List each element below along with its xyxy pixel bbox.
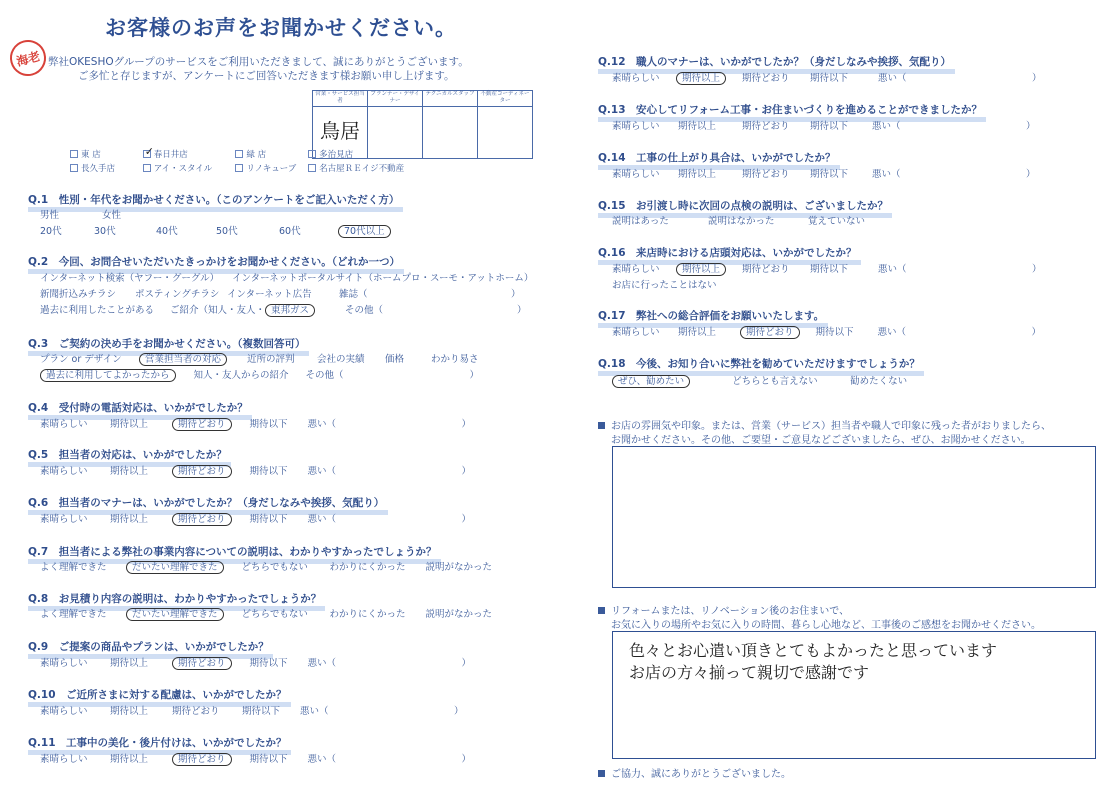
- question-11: Q.11 工事中の美化・後片付けは、いかがでしたか？: [28, 736, 291, 755]
- option[interactable]: 女性: [102, 210, 122, 221]
- comment-box-2[interactable]: [612, 631, 1096, 759]
- q9-options: 素晴らしい 期待以上 期待どおり 期待以下 悪い（ ）: [40, 658, 472, 669]
- company-stamp: 海老: [6, 36, 50, 80]
- q12-options: 素晴らしい 期待以上 期待どおり 期待以下 悪い（ ）: [612, 73, 1042, 84]
- question-4: Q.4 受付時の電話対応は、いかがでしたか？: [28, 401, 252, 420]
- intro-line-1: 弊社OKESHOグループのサービスをご利用いただきまして、誠にありがとうございます。: [48, 56, 469, 68]
- staff-header: 不動産コーディネーター: [478, 91, 533, 107]
- q18-options: ぜひ、勧めたい どちらとも言えない 勧めたくない: [612, 373, 907, 387]
- option-selected[interactable]: 東邦ガス: [265, 304, 315, 317]
- note-2-line-1: リフォームまたは、リノベーション後のお住まいで、: [598, 602, 849, 617]
- q13-options: 素晴らしい 期待以上 期待どおり 期待以下 悪い（ ）: [612, 121, 1036, 132]
- option-selected[interactable]: 期待どおり: [172, 657, 232, 670]
- q16-options: 素晴らしい 期待以上 期待どおり 期待以下 悪い（ ）: [612, 264, 1042, 275]
- option[interactable]: 30代: [94, 226, 116, 237]
- checkbox[interactable]: [308, 164, 316, 172]
- q1-ages: [40, 223, 391, 237]
- question-7: Q.7 担当者による弊社の事業内容についての説明は、わかりやすかったでしょうか？: [28, 545, 441, 564]
- q8-options: よく理解できた だいたい理解できた どちらでもない わかりにくかった 説明がなかった: [40, 609, 493, 620]
- question-8: Q.8 お見積り内容の説明は、わかりやすかったでしょうか？: [28, 592, 325, 611]
- q10-options: 素晴らしい 期待以上 期待どおり 期待以下 悪い（ ）: [40, 706, 464, 717]
- q17-options: 素晴らしい 期待以上 期待どおり 期待以下 悪い（ ）: [612, 327, 1042, 338]
- option[interactable]: 会社の実績: [317, 354, 365, 365]
- question-15: Q.15 お引渡し時に次回の点検の説明は、ございましたか？: [598, 199, 892, 218]
- option[interactable]: インターネットポータルサイト（ホームプロ・スーモ・アットホーム）: [232, 273, 534, 284]
- option-selected[interactable]: 期待どおり: [172, 753, 232, 766]
- option[interactable]: 知人・友人からの紹介: [193, 370, 289, 381]
- option[interactable]: インターネット検索（ヤフー・グーグル）: [40, 273, 220, 284]
- question-2: Q.2 今回、お問合せいただいたきっかけをお聞かせください。（どれか一つ）: [28, 255, 404, 274]
- handwritten-comment-line-2: お店の方々揃って親切で感謝です: [629, 663, 870, 682]
- option-selected[interactable]: 過去に利用してよかったから: [40, 369, 176, 382]
- staff-header: 営業・サービス担当者: [313, 91, 368, 107]
- option[interactable]: 男性: [40, 210, 60, 221]
- note-2-line-2: お気に入りの場所やお気に入りの時間、暮らし心地など、工事後のご感想をお聞かせください。: [611, 620, 1041, 631]
- option[interactable]: プラン or デザイン: [40, 354, 122, 365]
- checkbox[interactable]: [235, 150, 243, 158]
- option-selected[interactable]: 期待どおり: [172, 418, 232, 431]
- store-row-1: 東 店 ✓ 春日井店 緑 店 多治見店: [70, 148, 353, 160]
- comment-box-1[interactable]: [612, 446, 1096, 588]
- option[interactable]: 価格: [385, 354, 405, 365]
- question-17: Q.17 弊社への総合評価をお願いいたします。: [598, 309, 828, 328]
- handwritten-comment-line-1: 色々とお心遣い頂きとてもよかったと思っています: [629, 641, 998, 660]
- option-selected[interactable]: 期待どおり: [172, 465, 232, 478]
- square-bullet-icon: [598, 422, 605, 429]
- question-18: Q.18 今後、お知り合いに弊社を勧めていただけますでしょうか？: [598, 357, 924, 376]
- option-selected[interactable]: 70代以上: [338, 225, 391, 238]
- option[interactable]: その他（: [345, 305, 384, 316]
- option-selected[interactable]: 営業担当者の対応: [139, 353, 227, 366]
- checkbox[interactable]: ✓: [144, 145, 154, 158]
- question-10: Q.10 ご近所さまに対する配慮は、いかがでしたか？: [28, 688, 291, 707]
- q14-options: 素晴らしい 期待以上 期待どおり 期待以下 悪い（ ）: [612, 169, 1036, 180]
- staff-name[interactable]: 鳥居: [320, 119, 360, 143]
- question-6: Q.6 担当者のマナーは、いかがでしたか？（身だしなみや挨拶、気配り）: [28, 496, 388, 515]
- option-selected[interactable]: だいたい理解できた: [126, 561, 224, 574]
- option-selected[interactable]: 期待どおり: [740, 326, 800, 339]
- staff-field[interactable]: [368, 107, 423, 159]
- option[interactable]: ポスティングチラシ: [135, 289, 220, 300]
- option[interactable]: インターネット広告: [227, 289, 312, 300]
- store-row-2: 長久手店 アイ・スタイル リノキューブ 名古屋ＲＥイジ不動産: [70, 162, 404, 174]
- question-16: Q.16 来店時における店頭対応は、いかがでしたか？: [598, 246, 861, 265]
- question-9: Q.9 ご提案の商品やプランは、いかがでしたか？: [28, 640, 273, 659]
- option[interactable]: 近所の評判: [247, 354, 295, 365]
- option[interactable]: 60代: [279, 226, 301, 237]
- option[interactable]: 40代: [156, 226, 178, 237]
- option[interactable]: 雑誌（: [339, 289, 368, 300]
- option[interactable]: 新聞折込みチラシ: [40, 289, 117, 300]
- thanks-line: ご協力、誠にありがとうございました。: [598, 765, 791, 780]
- note-1-line-1: お店の雰囲気や印象。または、営業（サービス）担当者や職人で印象に残った者がおりましたら、: [598, 417, 1051, 432]
- page-title: お客様のお声をお聞かせください。: [105, 16, 457, 40]
- q15-options: 説明はあった 説明はなかった 覚えていない: [612, 216, 866, 227]
- option[interactable]: 過去に利用したことがある: [40, 305, 155, 316]
- question-14: Q.14 工事の仕上がり具合は、いかがでしたか？: [598, 151, 840, 170]
- checkbox[interactable]: [70, 150, 78, 158]
- option-selected[interactable]: 期待以上: [676, 263, 726, 276]
- q6-options: 素晴らしい 期待以上 期待どおり 期待以下 悪い（ ）: [40, 514, 472, 525]
- staff-header: テクニカルスタッフ: [423, 91, 478, 107]
- option[interactable]: ご紹介（知人・友人・: [170, 305, 266, 316]
- question-12: Q.12 職人のマナーは、いかがでしたか？（身だしなみや挨拶、気配り）: [598, 55, 955, 74]
- option-selected[interactable]: ぜひ、勧めたい: [612, 375, 690, 388]
- question-5: Q.5 担当者の対応は、いかがでしたか？: [28, 448, 231, 467]
- option-selected[interactable]: だいたい理解できた: [126, 608, 224, 621]
- q5-options: 素晴らしい 期待以上 期待どおり 期待以下 悪い（ ）: [40, 466, 472, 477]
- option[interactable]: 20代: [40, 226, 62, 237]
- intro-line-2: ご多忙と存じますが、アンケートにご回答いただきます様お願い申し上げます。: [78, 70, 455, 82]
- option[interactable]: わかり易さ: [431, 354, 479, 365]
- staff-field[interactable]: [423, 107, 478, 159]
- square-bullet-icon: [598, 770, 605, 777]
- checkbox[interactable]: [143, 164, 151, 172]
- question-1: Q.1 性別・年代をお聞かせください。（このアンケートをご記入いただく方）: [28, 193, 403, 212]
- staff-header: プランナー・デザイナー: [368, 91, 423, 107]
- staff-field[interactable]: [478, 107, 533, 159]
- question-3: Q.3 ご契約の決め手をお聞かせください。（複数回答可）: [28, 337, 309, 356]
- checkbox[interactable]: [308, 150, 316, 158]
- q11-options: 素晴らしい 期待以上 期待どおり 期待以下 悪い（ ）: [40, 754, 472, 765]
- option[interactable]: その他（: [305, 370, 344, 381]
- question-13: Q.13 安心してリフォーム工事・お住まいづくりを進めることができましたか？: [598, 103, 986, 122]
- option-selected[interactable]: 期待どおり: [172, 513, 232, 526]
- checkbox[interactable]: [70, 164, 78, 172]
- q16-extra-option[interactable]: お店に行ったことはない: [612, 280, 717, 291]
- q4-options: 素晴らしい 期待以上 期待どおり 期待以下 悪い（ ）: [40, 419, 472, 430]
- note-1-line-2: お聞かせください。その他、ご要望・ご意見などございましたら、ぜひ、お聞かせください。: [611, 435, 1031, 446]
- option[interactable]: 50代: [216, 226, 238, 237]
- checkbox[interactable]: [235, 164, 243, 172]
- option-selected[interactable]: 期待以上: [676, 72, 726, 85]
- square-bullet-icon: [598, 607, 605, 614]
- q7-options: よく理解できた だいたい理解できた どちらでもない わかりにくかった 説明がなかった: [40, 562, 493, 573]
